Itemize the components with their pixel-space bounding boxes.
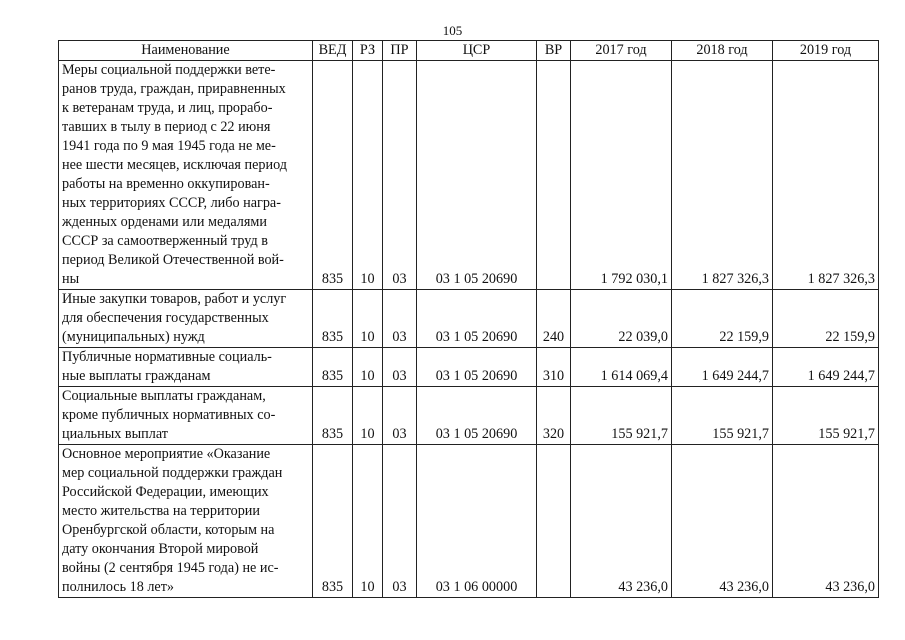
csr-cell: 03 1 05 20690	[417, 61, 537, 290]
name-line: период Великой Отечественной вой-	[62, 252, 284, 268]
table-row	[59, 387, 879, 445]
name-line: дату окончания Второй мировой	[62, 541, 259, 557]
amount-2019-cell: 22 159,9	[773, 290, 879, 348]
vr-cell: 240	[537, 290, 571, 348]
pr-cell: 03	[383, 61, 417, 290]
vr-cell	[537, 445, 571, 598]
name-line: жденных орденами или медалями	[62, 214, 267, 230]
row-name-cell	[59, 348, 313, 387]
name-line: 1941 года по 9 мая 1945 года не ме-	[62, 138, 276, 154]
header-pr: ПР	[383, 41, 417, 61]
header-ved: ВЕД	[313, 41, 353, 61]
pr-cell: 03	[383, 445, 417, 598]
csr-cell: 03 1 06 00000	[417, 445, 537, 598]
name-line: Оренбургской области, которым на	[62, 522, 275, 538]
amount-2018-cell: 155 921,7	[672, 387, 773, 445]
rz-cell: 10	[353, 445, 383, 598]
amount-2019-cell: 155 921,7	[773, 387, 879, 445]
name-line: мер социальной поддержки граждан	[62, 465, 283, 481]
ved-cell: 835	[313, 61, 353, 290]
vr-cell: 320	[537, 387, 571, 445]
table-row	[59, 348, 879, 387]
amount-2019-cell: 1 649 244,7	[773, 348, 879, 387]
table-row	[59, 61, 879, 290]
name-line: СССР за самоотверженный труд в	[62, 233, 268, 249]
amount-2019-cell: 1 827 326,3	[773, 61, 879, 290]
name-line: ные выплаты гражданам	[62, 368, 211, 384]
name-line: Российской Федерации, имеющих	[62, 484, 269, 500]
pr-cell: 03	[383, 290, 417, 348]
pr-cell: 03	[383, 348, 417, 387]
name-line: ны	[62, 271, 80, 287]
table-row	[59, 290, 879, 348]
name-line: работы на временно оккупирован-	[62, 176, 270, 192]
page-number: 105	[442, 23, 463, 38]
amount-2017-cell: 1 792 030,1	[571, 61, 672, 290]
name-line: Социальные выплаты гражданам,	[62, 388, 266, 404]
name-line: тавших в тылу в период с 22 июня	[62, 119, 271, 135]
row-name-cell	[59, 445, 313, 598]
amount-2017-cell: 22 039,0	[571, 290, 672, 348]
name-line: циальных выплат	[62, 426, 168, 442]
name-line: Основное мероприятие «Оказание	[62, 446, 271, 462]
name-line: нее шести месяцев, исключая период	[62, 157, 287, 173]
name-line: Иные закупки товаров, работ и услуг	[62, 291, 287, 307]
name-line: для обеспечения государственных	[62, 310, 269, 326]
name-line: Меры социальной поддержки вете-	[62, 62, 276, 78]
ved-cell: 835	[313, 348, 353, 387]
header-rz: РЗ	[353, 41, 383, 61]
amount-2019-cell: 43 236,0	[773, 445, 879, 598]
amount-2017-cell: 155 921,7	[571, 387, 672, 445]
name-line: (муниципальных) нужд	[62, 329, 205, 345]
amount-2018-cell: 1 827 326,3	[672, 61, 773, 290]
name-line: Публичные нормативные социаль-	[62, 349, 272, 365]
name-line: войны (2 сентября 1945 года) не ис-	[62, 560, 279, 576]
vr-cell: 310	[537, 348, 571, 387]
name-line: к ветеранам труда, и лиц, прорабо-	[62, 100, 273, 116]
amount-2018-cell: 22 159,9	[672, 290, 773, 348]
pr-cell: 03	[383, 387, 417, 445]
csr-cell: 03 1 05 20690	[417, 290, 537, 348]
csr-cell: 03 1 05 20690	[417, 348, 537, 387]
ved-cell: 835	[313, 445, 353, 598]
header-name: Наименование	[59, 41, 313, 61]
amount-2017-cell: 43 236,0	[571, 445, 672, 598]
budget-table	[58, 40, 879, 598]
ved-cell: 835	[313, 387, 353, 445]
header-vr: ВР	[537, 41, 571, 61]
header-2019: 2019 год	[773, 41, 879, 61]
table-header-row	[59, 41, 879, 61]
vr-cell	[537, 61, 571, 290]
row-name-cell	[59, 61, 313, 290]
rz-cell: 10	[353, 290, 383, 348]
header-2018: 2018 год	[672, 41, 773, 61]
name-line: ранов труда, граждан, приравненных	[62, 81, 286, 97]
name-line: кроме публичных нормативных со-	[62, 407, 276, 423]
amount-2018-cell: 43 236,0	[672, 445, 773, 598]
name-line: место жительства на территории	[62, 503, 260, 519]
rz-cell: 10	[353, 61, 383, 290]
amount-2018-cell: 1 649 244,7	[672, 348, 773, 387]
rz-cell: 10	[353, 387, 383, 445]
csr-cell: 03 1 05 20690	[417, 387, 537, 445]
amount-2017-cell: 1 614 069,4	[571, 348, 672, 387]
header-csr: ЦСР	[417, 41, 537, 61]
table-row	[59, 445, 879, 598]
row-name-cell	[59, 387, 313, 445]
name-line: ных территориях СССР, либо награ-	[62, 195, 281, 211]
name-line: полнилось 18 лет»	[62, 579, 175, 595]
rz-cell: 10	[353, 348, 383, 387]
row-name-cell	[59, 290, 313, 348]
header-2017: 2017 год	[571, 41, 672, 61]
ved-cell: 835	[313, 290, 353, 348]
